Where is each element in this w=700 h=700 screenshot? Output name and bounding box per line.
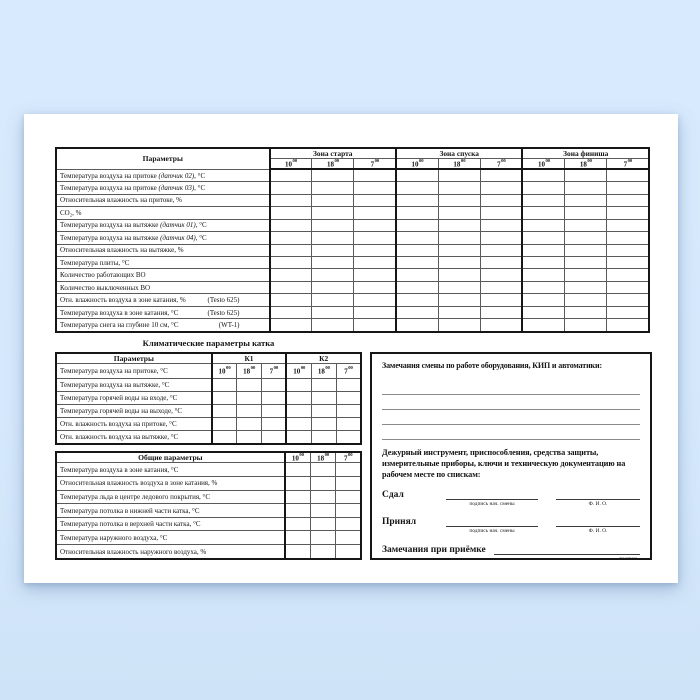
row-label: СО₂, % bbox=[56, 207, 270, 219]
data-cell bbox=[354, 244, 396, 256]
signature-line bbox=[446, 490, 538, 500]
row-label: Относительная влажность наружного воздуха, % bbox=[56, 545, 285, 559]
handed-over-label: Сдал bbox=[382, 490, 404, 501]
data-cell bbox=[438, 232, 480, 244]
time-header: $10^{00}$ bbox=[396, 159, 438, 170]
table-row bbox=[56, 257, 649, 269]
data-cell bbox=[480, 294, 522, 306]
data-cell bbox=[336, 404, 361, 417]
data-cell bbox=[336, 417, 361, 430]
row-label: Температура воздуха в зоне катания, °С (Testo 625) bbox=[56, 306, 270, 318]
data-cell bbox=[480, 182, 522, 194]
table-row bbox=[56, 319, 649, 332]
row-label: Температура снега на глубине 10 см, °С (WT-1) bbox=[56, 319, 270, 332]
data-cell bbox=[311, 378, 336, 391]
data-cell bbox=[270, 182, 312, 194]
table-row bbox=[56, 476, 361, 490]
row-label: Количество работающих ВО bbox=[56, 269, 270, 281]
data-cell bbox=[522, 169, 564, 181]
data-cell bbox=[438, 319, 480, 332]
data-cell bbox=[396, 294, 438, 306]
data-cell bbox=[286, 430, 311, 444]
row-label: Температура потолка в верхней части катка, °С bbox=[56, 517, 285, 531]
data-cell bbox=[438, 194, 480, 206]
data-cell bbox=[396, 219, 438, 231]
blank-line bbox=[382, 410, 640, 425]
data-cell bbox=[480, 269, 522, 281]
data-cell bbox=[261, 378, 286, 391]
data-cell bbox=[312, 207, 354, 219]
name-caption: Ф. И. О. bbox=[588, 501, 608, 508]
name-line bbox=[556, 490, 640, 500]
data-cell bbox=[354, 194, 396, 206]
paper-sheet bbox=[24, 114, 678, 583]
data-cell bbox=[354, 269, 396, 281]
data-cell bbox=[522, 269, 564, 281]
data-cell bbox=[270, 244, 312, 256]
data-cell bbox=[396, 244, 438, 256]
data-cell bbox=[438, 269, 480, 281]
row-label: Температура воздуха на притоке, °С bbox=[56, 364, 212, 379]
data-cell bbox=[310, 476, 335, 490]
data-cell bbox=[311, 404, 336, 417]
data-cell bbox=[607, 244, 649, 256]
time-header: $7^{00}$ bbox=[336, 364, 361, 379]
row-label: Температура воздуха на вытяжке (датчик 04), °С bbox=[56, 232, 270, 244]
data-cell bbox=[607, 194, 649, 206]
climate-table bbox=[55, 352, 362, 445]
data-cell bbox=[396, 257, 438, 269]
table-row bbox=[56, 269, 649, 281]
data-cell bbox=[522, 306, 564, 318]
accepted-name-field bbox=[556, 517, 640, 534]
data-cell bbox=[311, 430, 336, 444]
data-cell bbox=[310, 545, 335, 559]
time-header: $10^{00}$ bbox=[522, 159, 564, 170]
data-cell bbox=[522, 257, 564, 269]
data-cell bbox=[336, 504, 361, 518]
table-row bbox=[56, 207, 649, 219]
data-cell bbox=[354, 294, 396, 306]
data-cell bbox=[270, 257, 312, 269]
time-header: $10^{00}$ bbox=[270, 159, 312, 170]
table-row bbox=[56, 463, 361, 477]
data-cell bbox=[212, 378, 237, 391]
row-label: Температура горячей воды на выходе, °С bbox=[56, 404, 212, 417]
data-cell bbox=[396, 169, 438, 181]
data-cell bbox=[396, 194, 438, 206]
data-cell bbox=[285, 504, 310, 518]
data-cell bbox=[285, 545, 310, 559]
table-row bbox=[56, 244, 649, 256]
data-cell bbox=[312, 232, 354, 244]
zone-header: Зона спуска bbox=[396, 148, 522, 159]
data-cell bbox=[607, 257, 649, 269]
data-cell bbox=[565, 219, 607, 231]
row-label: Относительная влажность на вытяжке, % bbox=[56, 244, 270, 256]
data-cell bbox=[354, 182, 396, 194]
data-cell bbox=[607, 182, 649, 194]
data-cell bbox=[607, 294, 649, 306]
table-row bbox=[56, 306, 649, 318]
data-cell bbox=[285, 476, 310, 490]
table-row bbox=[56, 490, 361, 504]
data-cell bbox=[438, 257, 480, 269]
data-cell bbox=[310, 504, 335, 518]
accepted-signature-field bbox=[446, 517, 538, 534]
data-cell bbox=[237, 378, 262, 391]
data-cell bbox=[312, 244, 354, 256]
data-cell bbox=[565, 306, 607, 318]
general-header-row bbox=[56, 452, 361, 463]
data-cell bbox=[312, 269, 354, 281]
data-cell bbox=[396, 207, 438, 219]
data-cell bbox=[270, 219, 312, 231]
data-cell bbox=[312, 319, 354, 332]
data-cell bbox=[354, 169, 396, 181]
data-cell bbox=[237, 430, 262, 444]
circuit-header: К2 bbox=[286, 353, 361, 364]
data-cell bbox=[480, 219, 522, 231]
row-label: Температура льда в центре ледового покрытия, °С bbox=[56, 490, 285, 504]
table-row bbox=[56, 417, 361, 430]
table-row bbox=[56, 281, 649, 293]
zones-table bbox=[55, 147, 650, 333]
time-header: $18^{00}$ bbox=[565, 159, 607, 170]
data-cell bbox=[311, 417, 336, 430]
data-cell bbox=[354, 281, 396, 293]
data-cell bbox=[270, 194, 312, 206]
climate-header-row bbox=[56, 353, 361, 364]
data-cell bbox=[261, 430, 286, 444]
data-cell bbox=[565, 169, 607, 181]
data-cell bbox=[237, 417, 262, 430]
row-label: Отн. влажность воздуха на притоке, °С bbox=[56, 417, 212, 430]
data-cell bbox=[237, 404, 262, 417]
data-cell bbox=[285, 517, 310, 531]
data-cell bbox=[336, 378, 361, 391]
data-cell bbox=[565, 182, 607, 194]
data-cell bbox=[438, 169, 480, 181]
data-cell bbox=[522, 194, 564, 206]
data-cell bbox=[310, 517, 335, 531]
data-cell bbox=[565, 294, 607, 306]
data-cell bbox=[261, 391, 286, 404]
data-cell bbox=[285, 463, 310, 477]
table-row bbox=[56, 194, 649, 206]
data-cell bbox=[312, 182, 354, 194]
data-cell bbox=[237, 391, 262, 404]
data-cell bbox=[336, 490, 361, 504]
data-cell bbox=[285, 531, 310, 545]
time-header: $10^{00}$ bbox=[212, 364, 237, 379]
duty-paragraph: Дежурный инструмент, приспособления, средства защиты, измерительные приборы, ключи и техническую документацию на рабочем месте по спискам: bbox=[382, 448, 626, 479]
data-cell bbox=[607, 269, 649, 281]
table-row bbox=[56, 364, 361, 379]
data-cell bbox=[336, 545, 361, 559]
climate-table-title: Климатические параметры катка bbox=[142, 338, 275, 348]
data-cell bbox=[522, 244, 564, 256]
data-cell bbox=[522, 207, 564, 219]
data-cell bbox=[480, 281, 522, 293]
name-caption: Ф. И. О. bbox=[588, 528, 608, 535]
params-column-header: Параметры bbox=[56, 353, 212, 364]
table-row bbox=[56, 517, 361, 531]
data-cell bbox=[312, 194, 354, 206]
circuit-header: К1 bbox=[212, 353, 287, 364]
table-row bbox=[56, 232, 649, 244]
data-cell bbox=[212, 391, 237, 404]
params-column-header: Параметры bbox=[56, 148, 270, 169]
handed-signature-field bbox=[446, 490, 538, 507]
data-cell bbox=[212, 430, 237, 444]
data-cell bbox=[522, 232, 564, 244]
row-label: Относительная влажность на притоке, % bbox=[56, 194, 270, 206]
data-cell bbox=[522, 319, 564, 332]
data-cell bbox=[212, 404, 237, 417]
row-label: Температура воздуха на притоке (датчик 02), °С bbox=[56, 169, 270, 181]
table-row bbox=[56, 545, 361, 559]
data-cell bbox=[438, 281, 480, 293]
row-label: Количество выключенных ВО bbox=[56, 281, 270, 293]
table-row bbox=[56, 391, 361, 404]
time-header: $7^{00}$ bbox=[261, 364, 286, 379]
time-header: $7^{00}$ bbox=[480, 159, 522, 170]
acceptance-signature-field bbox=[494, 545, 640, 560]
data-cell bbox=[522, 281, 564, 293]
table-row bbox=[56, 504, 361, 518]
table-row bbox=[56, 169, 649, 181]
time-header: $18^{00}$ bbox=[438, 159, 480, 170]
row-label: Отн. влажность воздуха на вытяжке, °С bbox=[56, 430, 212, 444]
signature-line bbox=[446, 517, 538, 527]
row-label: Температура воздуха в зоне катания, °С bbox=[56, 463, 285, 477]
data-cell bbox=[565, 207, 607, 219]
data-cell bbox=[310, 490, 335, 504]
data-cell bbox=[607, 207, 649, 219]
row-label: Температура воздуха на вытяжке, °С bbox=[56, 378, 212, 391]
data-cell bbox=[480, 207, 522, 219]
row-label: Температура плиты, °С bbox=[56, 257, 270, 269]
data-cell bbox=[312, 219, 354, 231]
data-cell bbox=[565, 269, 607, 281]
data-cell bbox=[310, 463, 335, 477]
data-cell bbox=[311, 391, 336, 404]
data-cell bbox=[286, 417, 311, 430]
data-cell bbox=[607, 281, 649, 293]
data-cell bbox=[480, 319, 522, 332]
table-row bbox=[56, 404, 361, 417]
data-cell bbox=[396, 269, 438, 281]
data-cell bbox=[312, 257, 354, 269]
data-cell bbox=[565, 194, 607, 206]
data-cell bbox=[438, 306, 480, 318]
data-cell bbox=[286, 391, 311, 404]
data-cell bbox=[565, 244, 607, 256]
row-label: Температура потолка в нижней части катка, °С bbox=[56, 504, 285, 518]
time-header: $10^{00}$ bbox=[285, 452, 310, 463]
data-cell bbox=[396, 306, 438, 318]
data-cell bbox=[396, 281, 438, 293]
data-cell bbox=[396, 319, 438, 332]
data-cell bbox=[396, 182, 438, 194]
accepted-row bbox=[382, 517, 640, 534]
data-cell bbox=[480, 306, 522, 318]
blank-line bbox=[382, 395, 640, 410]
general-params-header: Общие параметры bbox=[56, 452, 285, 463]
data-cell bbox=[480, 194, 522, 206]
data-cell bbox=[270, 306, 312, 318]
data-cell bbox=[310, 531, 335, 545]
data-cell bbox=[522, 182, 564, 194]
row-label: Отн. влажность воздуха в зоне катания, % (Testo 625) bbox=[56, 294, 270, 306]
data-cell bbox=[270, 294, 312, 306]
blank-line bbox=[382, 380, 640, 395]
data-cell bbox=[522, 294, 564, 306]
data-cell bbox=[270, 281, 312, 293]
table-row bbox=[56, 378, 361, 391]
data-cell bbox=[480, 244, 522, 256]
data-cell bbox=[607, 169, 649, 181]
data-cell bbox=[261, 417, 286, 430]
row-label: Температура воздуха на вытяжке (датчик 01), °С bbox=[56, 219, 270, 231]
acceptance-remarks-label: Замечания при приёмке bbox=[382, 545, 486, 556]
data-cell bbox=[396, 232, 438, 244]
handed-over-row bbox=[382, 490, 640, 507]
time-header: $18^{00}$ bbox=[237, 364, 262, 379]
data-cell bbox=[522, 219, 564, 231]
acceptance-remarks-row bbox=[382, 545, 640, 560]
data-cell bbox=[607, 232, 649, 244]
table-row bbox=[56, 219, 649, 231]
signature-caption: подпись нач. смены bbox=[469, 501, 515, 508]
data-cell bbox=[565, 232, 607, 244]
data-cell bbox=[336, 430, 361, 444]
table-row bbox=[56, 182, 649, 194]
time-header: $7^{00}$ bbox=[336, 452, 361, 463]
data-cell bbox=[336, 463, 361, 477]
table-row bbox=[56, 430, 361, 444]
row-label: Температура наружного воздуха, °С bbox=[56, 531, 285, 545]
data-cell bbox=[312, 294, 354, 306]
zones-header-row bbox=[56, 148, 649, 159]
data-cell bbox=[312, 281, 354, 293]
data-cell bbox=[261, 404, 286, 417]
data-cell bbox=[270, 169, 312, 181]
data-cell bbox=[480, 232, 522, 244]
data-cell bbox=[565, 281, 607, 293]
data-cell bbox=[565, 319, 607, 332]
zone-header: Зона старта bbox=[270, 148, 396, 159]
data-cell bbox=[212, 417, 237, 430]
blank-line bbox=[382, 425, 640, 440]
row-label: Температура горячей воды на входе, °С bbox=[56, 391, 212, 404]
blank-lines bbox=[382, 380, 640, 440]
data-cell bbox=[312, 169, 354, 181]
data-cell bbox=[354, 319, 396, 332]
signature-caption: подпись нач. смены bbox=[469, 528, 515, 535]
time-header: $7^{00}$ bbox=[607, 159, 649, 170]
data-cell bbox=[607, 306, 649, 318]
table-row bbox=[56, 531, 361, 545]
data-cell bbox=[438, 244, 480, 256]
data-cell bbox=[354, 232, 396, 244]
data-cell bbox=[286, 404, 311, 417]
time-header: $7^{00}$ bbox=[354, 159, 396, 170]
time-header: $18^{00}$ bbox=[312, 159, 354, 170]
data-cell bbox=[438, 207, 480, 219]
data-cell bbox=[285, 490, 310, 504]
table-row bbox=[56, 294, 649, 306]
data-cell bbox=[336, 476, 361, 490]
data-cell bbox=[607, 319, 649, 332]
general-table bbox=[55, 451, 362, 560]
data-cell bbox=[354, 219, 396, 231]
zone-header: Зона финиша bbox=[522, 148, 649, 159]
time-header: $18^{00}$ bbox=[311, 364, 336, 379]
notes-heading: Замечания смены по работе оборудования, КИП и автоматики: bbox=[382, 361, 602, 370]
handed-name-field bbox=[556, 490, 640, 507]
signature-line bbox=[494, 545, 640, 555]
data-cell bbox=[438, 182, 480, 194]
data-cell bbox=[438, 219, 480, 231]
row-label: Температура воздуха на притоке (датчик 03), °С bbox=[56, 182, 270, 194]
data-cell bbox=[607, 219, 649, 231]
data-cell bbox=[354, 257, 396, 269]
data-cell bbox=[336, 517, 361, 531]
time-header: $18^{00}$ bbox=[310, 452, 335, 463]
name-line bbox=[556, 517, 640, 527]
time-header: $10^{00}$ bbox=[286, 364, 311, 379]
row-label: Относительная влажность воздуха в зоне катания, % bbox=[56, 476, 285, 490]
data-cell bbox=[480, 257, 522, 269]
data-cell bbox=[270, 269, 312, 281]
data-cell bbox=[270, 319, 312, 332]
accepted-label: Принял bbox=[382, 517, 417, 528]
data-cell bbox=[336, 391, 361, 404]
signature-caption: подпись bbox=[619, 556, 638, 560]
data-cell bbox=[438, 294, 480, 306]
data-cell bbox=[565, 257, 607, 269]
notes-panel bbox=[370, 352, 652, 560]
data-cell bbox=[286, 378, 311, 391]
data-cell bbox=[312, 306, 354, 318]
data-cell bbox=[336, 531, 361, 545]
data-cell bbox=[270, 207, 312, 219]
data-cell bbox=[354, 207, 396, 219]
data-cell bbox=[270, 232, 312, 244]
data-cell bbox=[354, 306, 396, 318]
data-cell bbox=[480, 169, 522, 181]
